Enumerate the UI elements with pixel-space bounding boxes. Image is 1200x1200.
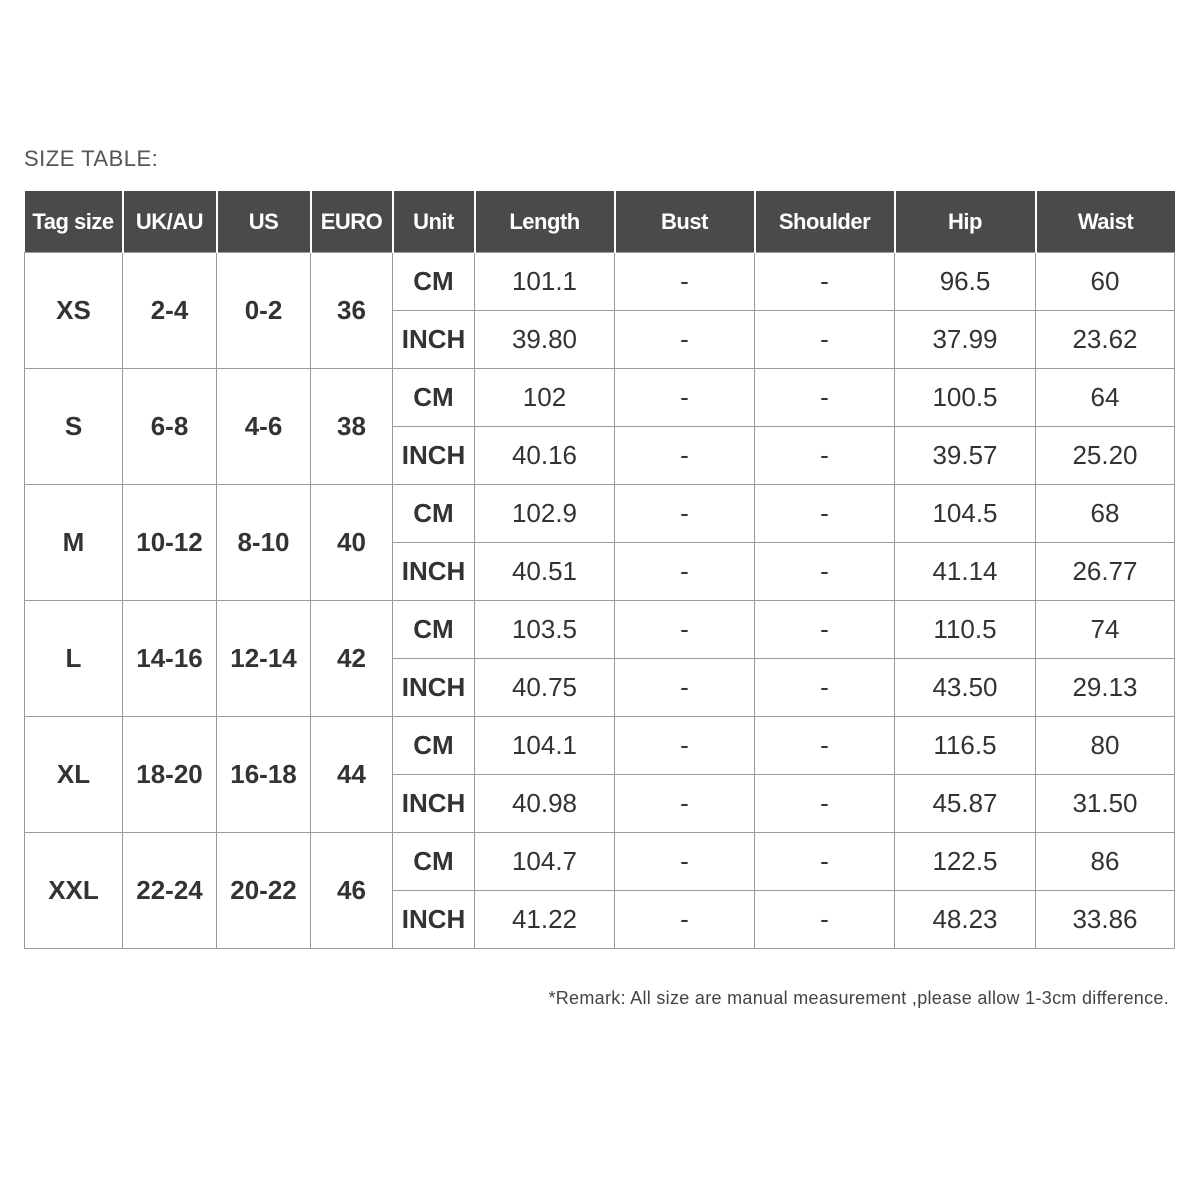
shoulder-cell: -: [755, 369, 895, 427]
header-hip: Hip: [895, 191, 1036, 253]
bust-cell: -: [615, 717, 755, 775]
hip-cell: 96.5: [895, 253, 1036, 311]
hip-cell: 110.5: [895, 601, 1036, 659]
waist-cell: 86: [1036, 833, 1175, 891]
table-row: [25, 833, 1175, 891]
bust-cell: -: [615, 485, 755, 543]
bust-cell: -: [615, 427, 755, 485]
bust-cell: -: [615, 659, 755, 717]
table-row: [25, 717, 1175, 775]
waist-cell: 60: [1036, 253, 1175, 311]
unit-cell: INCH: [393, 891, 475, 949]
table-row: [25, 369, 1175, 427]
bust-cell: -: [615, 543, 755, 601]
waist-cell: 80: [1036, 717, 1175, 775]
shoulder-cell: -: [755, 601, 895, 659]
shoulder-cell: -: [755, 543, 895, 601]
waist-cell: 23.62: [1036, 311, 1175, 369]
remark-note: *Remark: All size are manual measurement ,please allow 1-3cm difference.: [548, 988, 1169, 1008]
hip-cell: 43.50: [895, 659, 1036, 717]
tag-size-cell: XXL: [25, 833, 123, 949]
shoulder-cell: -: [755, 891, 895, 949]
unit-cell: CM: [393, 253, 475, 311]
unit-cell: INCH: [393, 659, 475, 717]
unit-cell: INCH: [393, 543, 475, 601]
tag-size-cell: XS: [25, 253, 123, 369]
length-cell: 41.22: [475, 891, 615, 949]
length-cell: 102: [475, 369, 615, 427]
uk-au-cell: 6-8: [123, 369, 217, 485]
hip-cell: 48.23: [895, 891, 1036, 949]
header-row: [25, 191, 1175, 253]
length-cell: 103.5: [475, 601, 615, 659]
header-length: Length: [475, 191, 615, 253]
page-title: SIZE TABLE:: [24, 146, 159, 171]
shoulder-cell: -: [755, 253, 895, 311]
length-cell: 104.7: [475, 833, 615, 891]
shoulder-cell: -: [755, 775, 895, 833]
header-uk-au: UK/AU: [123, 191, 217, 253]
length-cell: 40.75: [475, 659, 615, 717]
hip-cell: 100.5: [895, 369, 1036, 427]
unit-cell: INCH: [393, 427, 475, 485]
hip-cell: 45.87: [895, 775, 1036, 833]
shoulder-cell: -: [755, 659, 895, 717]
bust-cell: -: [615, 253, 755, 311]
unit-cell: CM: [393, 601, 475, 659]
length-cell: 40.16: [475, 427, 615, 485]
euro-cell: 40: [311, 485, 393, 601]
tag-size-cell: M: [25, 485, 123, 601]
hip-cell: 104.5: [895, 485, 1036, 543]
euro-cell: 44: [311, 717, 393, 833]
shoulder-cell: -: [755, 311, 895, 369]
waist-cell: 64: [1036, 369, 1175, 427]
length-cell: 104.1: [475, 717, 615, 775]
table-row: [25, 601, 1175, 659]
unit-cell: CM: [393, 369, 475, 427]
length-cell: 40.51: [475, 543, 615, 601]
waist-cell: 74: [1036, 601, 1175, 659]
uk-au-cell: 22-24: [123, 833, 217, 949]
waist-cell: 25.20: [1036, 427, 1175, 485]
hip-cell: 37.99: [895, 311, 1036, 369]
euro-cell: 38: [311, 369, 393, 485]
shoulder-cell: -: [755, 717, 895, 775]
us-cell: 4-6: [217, 369, 311, 485]
header-bust: Bust: [615, 191, 755, 253]
euro-cell: 42: [311, 601, 393, 717]
us-cell: 20-22: [217, 833, 311, 949]
uk-au-cell: 10-12: [123, 485, 217, 601]
waist-cell: 26.77: [1036, 543, 1175, 601]
us-cell: 0-2: [217, 253, 311, 369]
tag-size-cell: L: [25, 601, 123, 717]
uk-au-cell: 2-4: [123, 253, 217, 369]
unit-cell: INCH: [393, 311, 475, 369]
hip-cell: 41.14: [895, 543, 1036, 601]
hip-cell: 122.5: [895, 833, 1036, 891]
unit-cell: CM: [393, 833, 475, 891]
length-cell: 101.1: [475, 253, 615, 311]
bust-cell: -: [615, 833, 755, 891]
length-cell: 102.9: [475, 485, 615, 543]
us-cell: 12-14: [217, 601, 311, 717]
header-unit: Unit: [393, 191, 475, 253]
uk-au-cell: 18-20: [123, 717, 217, 833]
euro-cell: 36: [311, 253, 393, 369]
us-cell: 8-10: [217, 485, 311, 601]
length-cell: 40.98: [475, 775, 615, 833]
unit-cell: INCH: [393, 775, 475, 833]
uk-au-cell: 14-16: [123, 601, 217, 717]
bust-cell: -: [615, 369, 755, 427]
shoulder-cell: -: [755, 485, 895, 543]
header-shoulder: Shoulder: [755, 191, 895, 253]
tag-size-cell: S: [25, 369, 123, 485]
waist-cell: 29.13: [1036, 659, 1175, 717]
waist-cell: 33.86: [1036, 891, 1175, 949]
hip-cell: 39.57: [895, 427, 1036, 485]
unit-cell: CM: [393, 717, 475, 775]
tag-size-cell: XL: [25, 717, 123, 833]
waist-cell: 31.50: [1036, 775, 1175, 833]
euro-cell: 46: [311, 833, 393, 949]
us-cell: 16-18: [217, 717, 311, 833]
bust-cell: -: [615, 775, 755, 833]
header-waist: Waist: [1036, 191, 1175, 253]
table-row: [25, 253, 1175, 311]
shoulder-cell: -: [755, 833, 895, 891]
bust-cell: -: [615, 891, 755, 949]
unit-cell: CM: [393, 485, 475, 543]
header-tag-size: Tag size: [25, 191, 123, 253]
bust-cell: -: [615, 601, 755, 659]
header-us: US: [217, 191, 311, 253]
bust-cell: -: [615, 311, 755, 369]
table-row: [25, 485, 1175, 543]
waist-cell: 68: [1036, 485, 1175, 543]
hip-cell: 116.5: [895, 717, 1036, 775]
length-cell: 39.80: [475, 311, 615, 369]
header-euro: EURO: [311, 191, 393, 253]
size-table: [24, 191, 1175, 949]
shoulder-cell: -: [755, 427, 895, 485]
